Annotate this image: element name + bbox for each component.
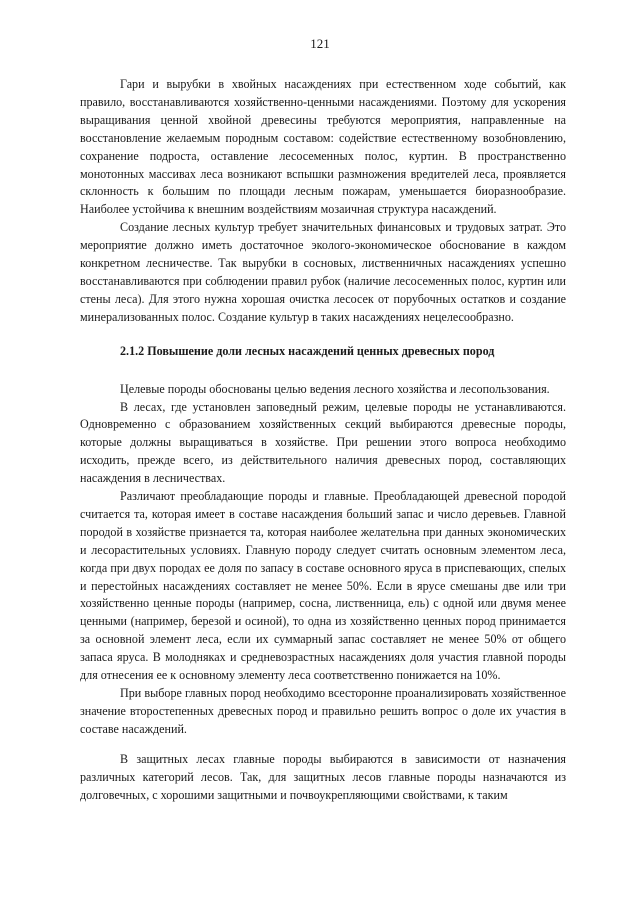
paragraph: Целевые породы обоснованы целью ведения лесного хозяйства и лесопользования. — [120, 381, 550, 396]
paragraph: В защитных лесах главные породы выбираются в зависимости от назначения различных категорий лесов. Так, для защитных лесов главные породы назначаются из долговечных, с хорошими защитными и почвоукрепляющими свойствами, к таким — [80, 751, 566, 802]
paragraph: Создание лесных культур требует значительных финансовых и трудовых затрат. Это мероприятие должно иметь достаточное эколого-экономическое обоснование в каждом конкретном лесничестве. Так вырубки в сосновых, лиственничных насаждениях успешно восстанавливаются при соблюдении правил рубок (наличие лесосеменных полос, куртин или стены леса). Для этого нужна хорошая очистка лесосек от порубочных остатков и создание минерализованных полос. Создание культур в таких насаждениях нецелесообразно. — [80, 220, 566, 324]
paragraph: Различают преобладающие породы и главные. Преобладающей древесной породой считается та, которая имеет в составе насаждения больший запас и число деревьев. Главной породой в хозяйстве признается та, которая наиболее желательна при данных экономических и лесорастительных условиях. Главную породу следует считать основным элементом леса, когда при двух породах ее доля по запасу в составе основного яруса в приспевающих, спелых и перестойных насаждениях составляет не менее 50%. Если в ярусе смешаны две или три хозяйственно ценные породы (например, сосна, лиственница, ель) с одной или двумя менее ценными (например, березой и осиной), то одна из хозяйственно ценных пород принимается за основной элемент леса, если их суммарный запас составляет не менее 50% от общего запаса яруса. В молодняках и средневозрастных насаждениях доля участия главной породы для отнесения ее к основному элементу леса соответственно понижается на 10%. — [80, 489, 566, 683]
paragraph: При выборе главных пород необходимо всесторонне проанализировать хозяйственное значение второстепенных древесных пород и правильно решить вопрос о доле их участия в составе насаждений. — [80, 686, 566, 736]
paragraph: В лесах, где установлен заповедный режим, целевые породы не устанавливаются. Одновременно с образованием хозяйственных секций выбираются древесные породы, которые должны выращиваться в хозяйстве. При решении этого вопроса необходимо исходить, прежде всего, из действительного наличия древесных пород, составляющих насаждения в лесничествах. — [80, 399, 566, 486]
section-heading: 2.1.2 Повышение доли лесных насаждений ценных древесных пород — [120, 343, 495, 358]
page-number: 121 — [310, 36, 330, 51]
body-text — [80, 76, 566, 804]
paragraph: Гари и вырубки в хвойных насаждениях при естественном ходе событий, как правило, восстанавливаются хозяйственно-ценными насаждениями. Поэтому для ускорения выращивания ценной хвойной древесины требуются мероприятия, направленные на восстановление желаемым породным составом: содействие естественному возобновлению, сохранение подроста, оставление лесосеменных полос, куртин. В пространственно монотонных массивах леса возникают вспышки размножения вредителей леса, проявляется склонность к большим по площади лесным пожарам, уменьшается биоразнообразие. Наиболее устойчива к внешним воздействиям мозаичная структура насаждений. — [80, 77, 566, 217]
